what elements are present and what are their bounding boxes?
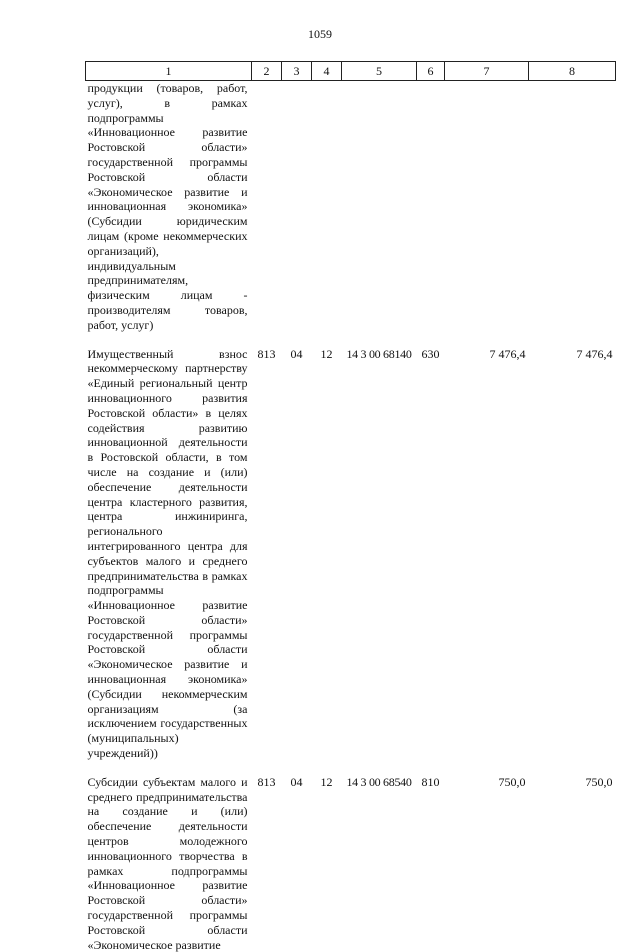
cell-rz: 04	[290, 346, 303, 361]
table-row	[86, 775, 616, 952]
cell-pr: 12	[320, 774, 333, 789]
cell-sum-2	[529, 81, 616, 347]
row-description: Имущественный взнос некоммерческому партнерству «Единый региональный центр инновационного развития Ростовской области» в целях содействия развитию инновационной деятельности в Ростовской области, в том числе на создание и (или) обеспечение деятельности центра кластерного развития, центра инжиниринга, регионального интегрированного центра для субъектов малого и среднего предпринимательства в рамках подпрограммы «Инновационное развитие Ростовской области» государственной программы Ростовской области «Экономическое развитие и инновационная экономика» (Субсидии некоммерческим организациям (за исключением государственных (муниципальных) учреждений))	[87, 346, 248, 761]
cell-gr: 813	[257, 346, 276, 361]
cell-rz	[282, 81, 312, 347]
cell-csr: 14 3 00 68540	[346, 774, 412, 789]
row-description: продукции (товаров, работ, услуг), в рамках подпрограммы «Инновационное развитие Ростовской области» государственной программы Ростовской области «Экономическое развитие и инновационная экономика» (Субсидии юридическим лицам (кроме некоммерческих организаций), индивидуальным предпринимателям, физическим лицам - производителям товаров, работ, услуг)	[87, 81, 248, 332]
cell-sum-1: 7 476,4	[489, 346, 526, 361]
row-description: Субсидии субъектам малого и среднего предпринимательства на создание и (или) обеспечение деятельности центров молодежного инновационного творчества в рамках подпрограммы «Инновационное развитие Ростовской области» государственной программы Ростовской области «Экономическое развитие	[87, 774, 248, 952]
table-row	[86, 81, 616, 347]
column-header: 6	[417, 62, 445, 81]
cell-vr: 810	[421, 774, 440, 789]
column-header: 2	[252, 62, 282, 81]
column-header: 7	[445, 62, 529, 81]
cell-csr	[342, 81, 417, 347]
cell-pr: 12	[320, 346, 333, 361]
column-header: 8	[529, 62, 616, 81]
cell-csr: 14 3 00 68140	[346, 346, 412, 361]
table-row	[86, 347, 616, 775]
cell-sum-2: 7 476,4	[576, 346, 613, 361]
cell-gr	[252, 81, 282, 347]
cell-gr: 813	[257, 774, 276, 789]
column-header: 3	[282, 62, 312, 81]
cell-vr: 630	[421, 346, 440, 361]
page-number: 1059	[308, 27, 332, 41]
table-header-row	[86, 62, 616, 81]
cell-rz: 04	[290, 774, 303, 789]
cell-vr	[417, 81, 445, 347]
column-header: 5	[342, 62, 417, 81]
column-header: 4	[312, 62, 342, 81]
cell-sum-1: 750,0	[498, 774, 526, 789]
column-header: 1	[86, 62, 252, 81]
budget-table	[85, 61, 616, 952]
cell-pr	[312, 81, 342, 347]
cell-sum-1	[445, 81, 529, 347]
cell-sum-2: 750,0	[585, 774, 613, 789]
